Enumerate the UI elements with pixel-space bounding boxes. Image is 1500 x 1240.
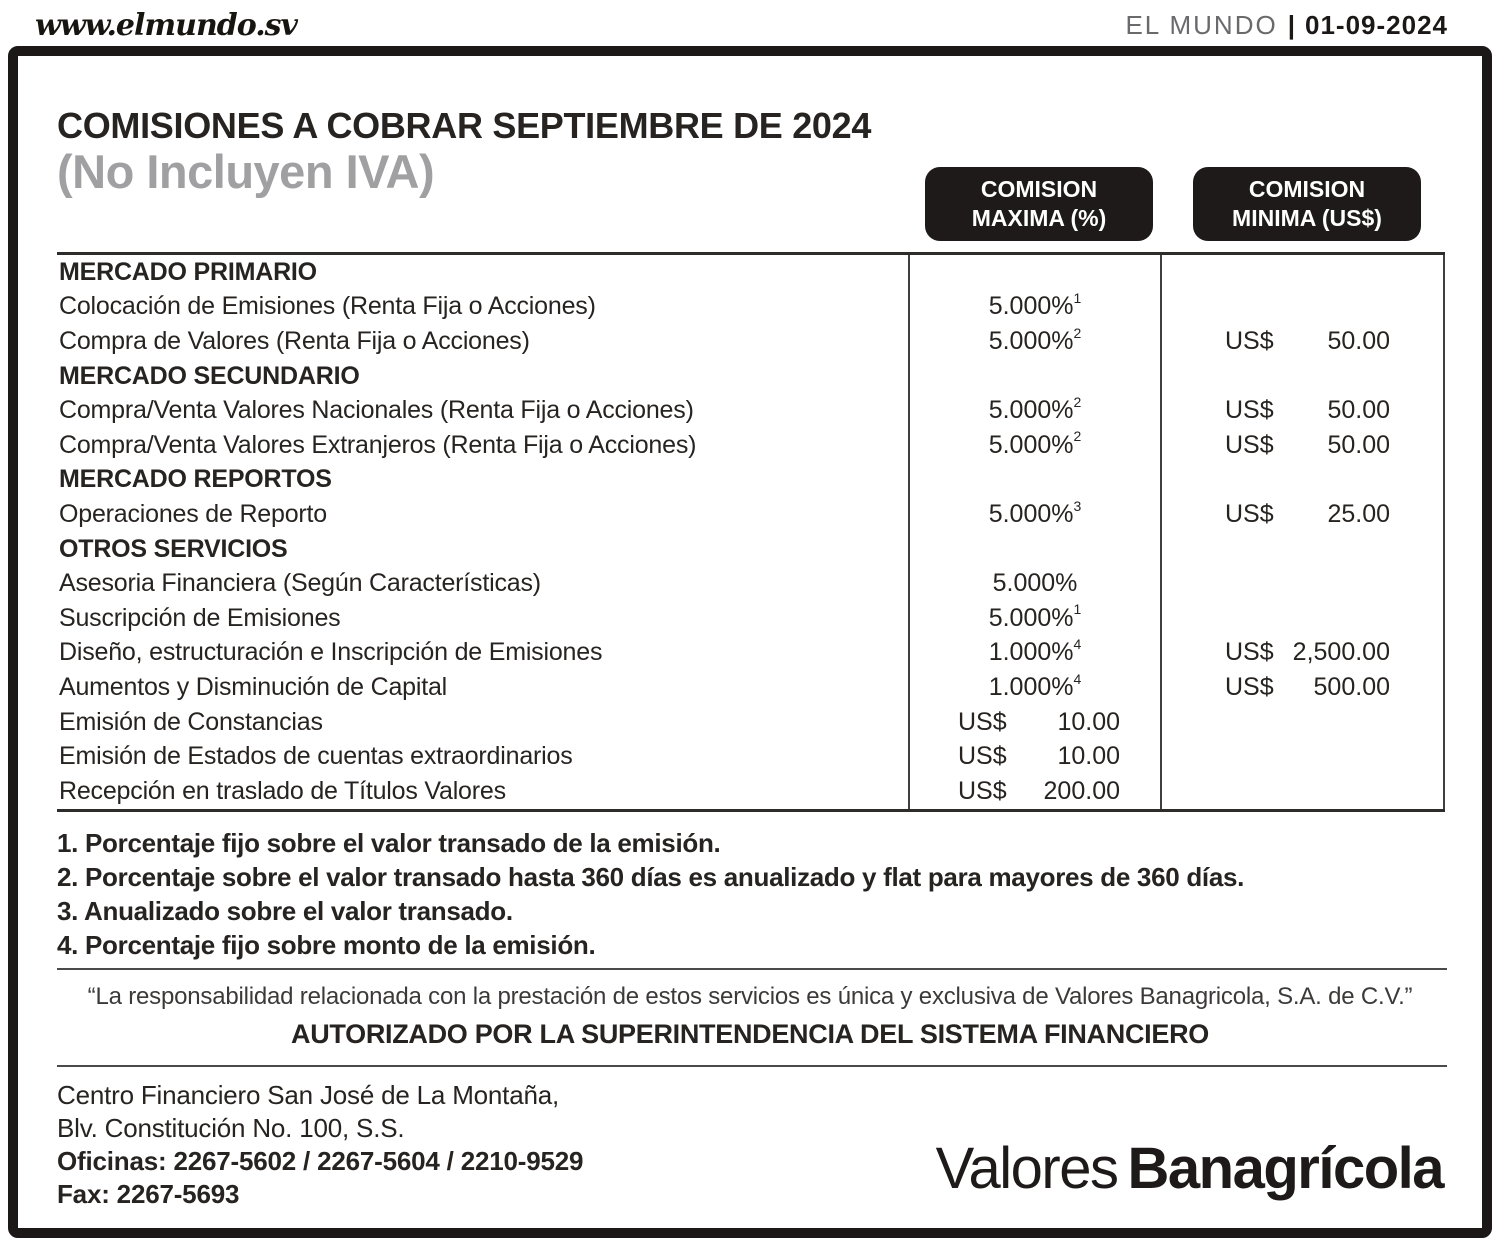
company-logo: [936, 1079, 1443, 1211]
table-row: [57, 670, 1445, 705]
min-commission-cell: [1162, 566, 1445, 601]
service-label: Recepción en traslado de Títulos Valores: [59, 776, 506, 805]
table-row: [57, 393, 1445, 428]
max-commission-percent: 5.000%$^2$: [988, 393, 1082, 425]
currency-code: US$: [1225, 499, 1274, 528]
currency-code: US$: [958, 776, 1007, 805]
table-row: [57, 324, 1445, 359]
table-row: [57, 566, 1445, 601]
table-row: [57, 532, 1445, 567]
max-commission-percent: 5.000%$^3$: [988, 497, 1082, 528]
ad-title: COMISIONES A COBRAR SEPTIEMBRE DE 2024: [57, 105, 872, 146]
table-row: [57, 601, 1445, 636]
service-label: Compra/Venta Valores Extranjeros (Renta Fija o Acciones): [59, 430, 697, 459]
table-row: [57, 463, 1445, 498]
max-commission-cell: [908, 670, 1162, 705]
table-row: [57, 497, 1445, 532]
service-label: Aumentos y Disminución de Capital: [59, 672, 448, 701]
advertisement-frame: [8, 46, 1492, 1238]
service-label: Colocación de Emisiones (Renta Fija o Acciones): [59, 292, 596, 321]
min-commission-cell: [1162, 497, 1445, 532]
divider-line: [57, 968, 1447, 970]
table-row: [57, 290, 1445, 325]
max-commission-percent: 1.000%$^4$: [988, 670, 1082, 701]
authorization-text: AUTORIZADO POR LA SUPERINTENDENCIA DEL SISTEMA FINANCIERO: [291, 1018, 1209, 1049]
min-commission-cell: [1162, 670, 1445, 705]
commission-table: [57, 252, 1445, 812]
max-commission-percent: 5.000%$^2$: [988, 428, 1082, 459]
contact-block: [57, 1079, 583, 1211]
footnote: 3. Anualizado sobre el valor transado.: [57, 895, 513, 926]
amount-value: 10.00: [1057, 742, 1120, 771]
max-commission-percent: 5.000%$^1$: [988, 290, 1082, 321]
min-commission-cell: [1162, 324, 1445, 359]
newspaper-edition: [1125, 10, 1448, 41]
max-commission-percent: 5.000%: [992, 569, 1078, 598]
footnote: 4. Porcentaje fijo sobre monto de la emisión.: [57, 929, 596, 960]
max-commission-cell: [908, 566, 1162, 601]
max-commission-cell: [908, 428, 1162, 463]
max-commission-cell: [908, 705, 1162, 740]
footnote-marker: 1: [1073, 601, 1082, 618]
min-commission-cell: [1162, 463, 1445, 498]
currency-code: US$: [1225, 672, 1274, 701]
table-row: [57, 636, 1445, 671]
service-label: Emisión de Constancias: [59, 707, 323, 736]
min-commission-cell: [1162, 774, 1445, 809]
disclaimer-text: “La responsabilidad relacionada con la prestación de estos servicios es única y exclusiva de Valores Banagricola, S.A. de C.V.”: [87, 982, 1413, 1010]
amount-value: 50.00: [1327, 326, 1390, 355]
table-row: [57, 255, 1445, 290]
max-commission-cell: [908, 463, 1162, 498]
min-commission-cell: [1162, 601, 1445, 636]
table-row: [57, 359, 1445, 394]
table-row: [57, 428, 1445, 463]
newspaper-masthead: [0, 0, 1500, 46]
max-commission-cell: [908, 774, 1162, 809]
column-header-line: COMISION: [1248, 176, 1366, 202]
max-commission-cell: [908, 636, 1162, 671]
max-commission-percent: 5.000%$^1$: [988, 601, 1082, 632]
currency-code: US$: [1225, 396, 1274, 425]
min-commission-cell: [1162, 739, 1445, 774]
amount-value: 25.00: [1327, 499, 1390, 528]
amount-value: 500.00: [1313, 672, 1390, 701]
amount-value: 50.00: [1327, 396, 1390, 425]
currency-code: US$: [1225, 326, 1274, 355]
contact-fax: Fax: 2267-5693: [57, 1178, 240, 1209]
commission-table-body: [57, 255, 1445, 809]
column-header-comision-minima: [1193, 167, 1421, 241]
newspaper-site-url: www.elmundo.sv: [35, 7, 297, 43]
service-label: Diseño, estructuración e Inscripción de Emisiones: [59, 638, 603, 667]
logo-word-valores: Valores: [935, 1135, 1118, 1201]
amount-value: 2,500.00: [1292, 638, 1390, 667]
max-commission-percent: 1.000%$^4$: [988, 636, 1082, 667]
footnote-marker: 4: [1073, 670, 1082, 687]
currency-code: US$: [958, 707, 1007, 736]
max-commission-percent: 5.000%$^2$: [988, 324, 1082, 355]
service-label: Operaciones de Reporto: [59, 499, 327, 528]
min-commission-cell: [1162, 705, 1445, 740]
currency-code: US$: [1225, 638, 1274, 667]
currency-code: US$: [958, 742, 1007, 771]
max-commission-cell: [908, 359, 1162, 394]
service-label: Compra de Valores (Renta Fija o Acciones): [59, 326, 530, 355]
max-commission-cell: [908, 255, 1162, 290]
footnote-marker: 2: [1073, 428, 1082, 445]
min-commission-cell: [1162, 428, 1445, 463]
service-label: MERCADO REPORTOS: [59, 465, 332, 494]
masthead-separator: |: [1287, 9, 1297, 40]
footnote-marker: 2: [1073, 324, 1082, 341]
max-commission-cell: [908, 393, 1162, 428]
logo-word-banagricola: Banagrícola: [1127, 1135, 1443, 1201]
table-row: [57, 739, 1445, 774]
max-commission-cell: [908, 290, 1162, 325]
amount-value: 10.00: [1057, 707, 1120, 736]
edition-date: 01-09-2024: [1305, 9, 1448, 40]
service-label: Asesoria Financiera (Según Características): [59, 569, 541, 598]
max-commission-cell: [908, 497, 1162, 532]
ad-subtitle: (No Incluyen IVA): [57, 145, 435, 198]
service-label: Compra/Venta Valores Nacionales (Renta Fija o Acciones): [59, 396, 694, 425]
column-header-line: COMISION: [980, 176, 1098, 202]
service-label: OTROS SERVICIOS: [59, 534, 288, 563]
column-header-comision-maxima: [925, 167, 1153, 241]
footnote-marker: 2: [1073, 393, 1082, 410]
max-commission-cell: [908, 532, 1162, 567]
contact-offices: Oficinas: 2267-5602 / 2267-5604 / 2210-9529: [57, 1145, 584, 1176]
contact-address-line1: Centro Financiero San José de La Montaña,: [57, 1079, 559, 1110]
amount-value: 200.00: [1043, 776, 1120, 805]
amount-value: 50.00: [1327, 430, 1390, 459]
table-row: [57, 774, 1445, 809]
footnote-marker: 3: [1073, 497, 1082, 514]
contact-address-line2: Blv. Constitución No. 100, S.S.: [57, 1112, 405, 1143]
max-commission-cell: [908, 739, 1162, 774]
service-label: MERCADO PRIMARIO: [59, 257, 317, 286]
min-commission-cell: [1162, 393, 1445, 428]
min-commission-cell: [1162, 255, 1445, 290]
min-commission-cell: [1162, 636, 1445, 671]
footnote: 2. Porcentaje sobre el valor transado hasta 360 días es anualizado y flat para mayores de 360 días.: [57, 861, 1245, 892]
footnote: 1. Porcentaje fijo sobre el valor transado de la emisión.: [57, 827, 721, 858]
min-commission-cell: [1162, 532, 1445, 567]
min-commission-cell: [1162, 359, 1445, 394]
min-commission-cell: [1162, 290, 1445, 325]
currency-code: US$: [1225, 430, 1274, 459]
footnotes-block: [57, 826, 1443, 962]
ad-footer: [57, 1079, 1443, 1211]
service-label: MERCADO SECUNDARIO: [59, 361, 360, 390]
service-label: Emisión de Estados de cuentas extraordinarios: [59, 742, 573, 771]
newspaper-name: EL MUNDO: [1125, 9, 1278, 40]
max-commission-cell: [908, 601, 1162, 636]
footnote-marker: 4: [1073, 636, 1082, 652]
service-label: Suscripción de Emisiones: [59, 603, 341, 632]
column-header-line: MAXIMA (%): [971, 205, 1107, 231]
table-row: [57, 705, 1445, 740]
footnote-marker: 1: [1073, 290, 1082, 307]
column-header-line: MINIMA (US$): [1232, 205, 1382, 231]
divider-line: [57, 1065, 1447, 1067]
max-commission-cell: [908, 324, 1162, 359]
